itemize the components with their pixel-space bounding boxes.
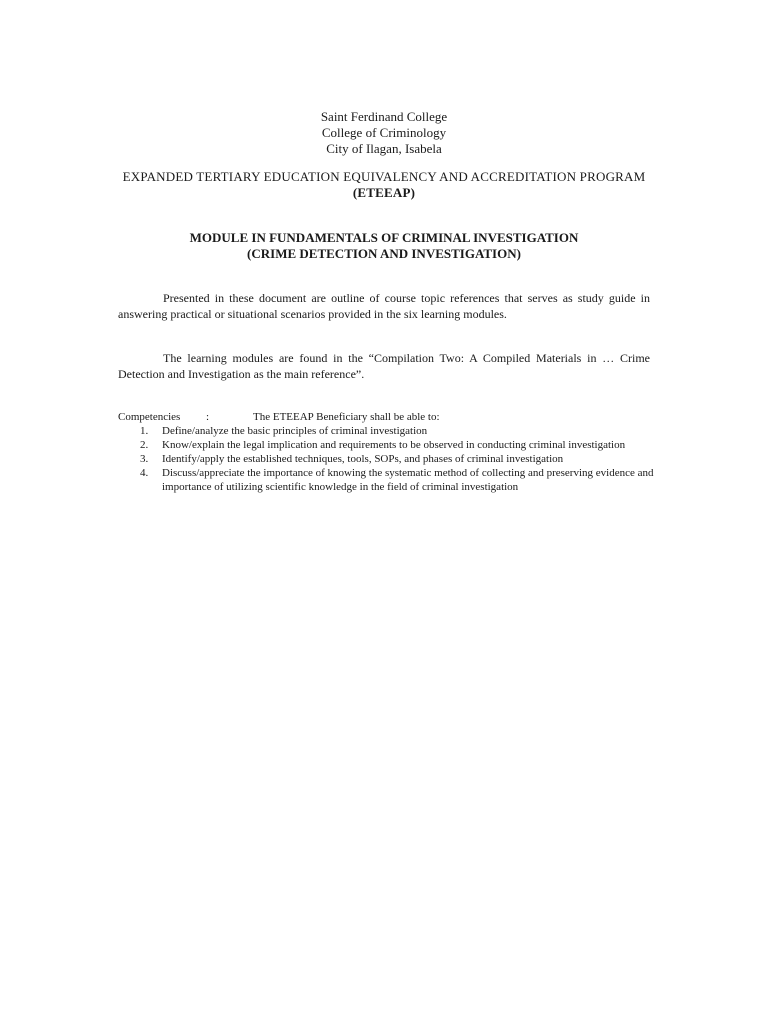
competencies-colon: : (206, 411, 210, 423)
list-item-text: Discuss/appreciate the importance of knowing the systematic method of collecting and preserving evidence and importance of utilizing scientific knowledge in the field of criminal investigation (162, 467, 654, 493)
department-name: College of Criminology (321, 125, 447, 140)
list-item-number: 4. (140, 467, 149, 479)
program-title (118, 169, 650, 201)
list-item-number: 1. (140, 425, 149, 437)
list-item (118, 466, 658, 494)
list-item-text: Identify/apply the established techniques, tools, SOPs, and phases of criminal investigation (162, 453, 564, 465)
list-item-number: 2. (140, 439, 149, 451)
competencies-label: Competencies (118, 411, 181, 423)
college-name: Saint Ferdinand College (320, 109, 448, 124)
competencies-section (118, 410, 658, 494)
list-item (118, 452, 658, 466)
module-title-line1: MODULE IN FUNDAMENTALS OF CRIMINAL INVESTIGATION (189, 230, 579, 245)
competencies-heading (118, 410, 658, 424)
reference-paragraph: The learning modules are found in the “Compilation Two: A Compiled Materials in … Crime Detection and Investigation as the main reference”. (118, 351, 650, 381)
intro-paragraph: Presented in these document are outline of course topic references that serves as study guide in answering practical or situational scenarios provided in the six learning modules. (118, 291, 650, 321)
program-title-text: EXPANDED TERTIARY EDUCATION EQUIVALENCY AND ACCREDITATION PROGRAM (122, 169, 646, 184)
program-acronym: (ETEEAP) (352, 185, 416, 200)
location: City of Ilagan, Isabela (326, 141, 442, 156)
competencies-list (118, 424, 658, 494)
module-title-line2: (CRIME DETECTION AND INVESTIGATION) (247, 246, 521, 261)
list-item-text: Know/explain the legal implication and requirements to be observed in conducting criminal investigation (162, 439, 626, 451)
list-item-text: Define/analyze the basic principles of criminal investigation (162, 425, 428, 437)
list-item (118, 438, 658, 452)
competencies-intro: The ETEEAP Beneficiary shall be able to: (253, 411, 440, 423)
list-item-number: 3. (140, 453, 149, 465)
document-header (0, 109, 768, 157)
list-item (118, 424, 658, 438)
module-title (0, 230, 768, 262)
